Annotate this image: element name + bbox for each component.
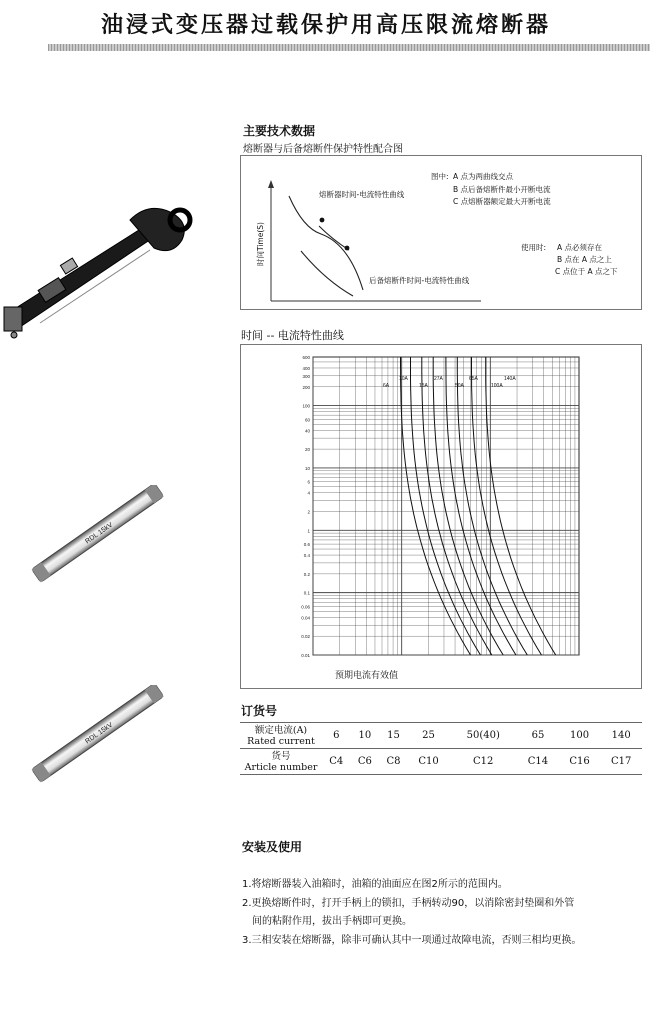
y-tick-label: 300 — [302, 373, 310, 379]
legend-point-c: C 点熔断器额定最大开断电流 — [453, 197, 551, 206]
y-tick-label: 0.6 — [303, 542, 310, 548]
y-tick-label: 600 — [302, 355, 310, 360]
rated-row — [240, 723, 642, 749]
rated-cell: 140 — [600, 723, 642, 749]
y-tick-label: 40 — [304, 428, 310, 434]
y-tick-label: 2 — [307, 509, 310, 515]
rated-cell: 50(40) — [449, 723, 517, 749]
y-tick-label: 4 — [307, 490, 310, 496]
rated-cell: 100 — [559, 723, 601, 749]
usage-point-b: B 点在 A 点之上 — [557, 255, 612, 264]
y-tick-label: 10 — [304, 465, 310, 471]
y-tick-label: 1 — [307, 528, 310, 534]
article-label-en: Article number — [244, 761, 318, 773]
usage-point-a: A 点必须存在 — [557, 243, 603, 252]
curve-label-bottom: 100A — [491, 383, 503, 389]
point-marker — [345, 246, 350, 251]
article-cell: C12 — [449, 749, 517, 775]
article-cell: C17 — [600, 749, 642, 775]
page-title: 油浸式变压器过载保护用高压限流熔断器 — [100, 13, 551, 38]
tcc-heading: 时间 -- 电流特性曲线 — [241, 329, 344, 342]
article-cell: C16 — [559, 749, 601, 775]
y-tick-label: 0.2 — [303, 571, 310, 577]
rated-label-en: Rated current — [247, 735, 315, 747]
fuse-curve — [289, 196, 363, 290]
install-heading: 安装及使用 — [242, 840, 303, 854]
order-table — [240, 722, 642, 775]
y-tick-label: 0.1 — [303, 590, 310, 596]
y-tick-label: 0.01 — [301, 653, 310, 658]
backup-curve-label: 后备熔断件时间-电流特性曲线 — [369, 276, 470, 285]
rated-cell: 65 — [517, 723, 559, 749]
fuse-marking-2: RDL 15kV — [84, 721, 115, 746]
tcc-curve-10A — [411, 357, 481, 655]
article-cell: C4 — [322, 749, 351, 775]
legend-point-a: A 点为两曲线交点 — [453, 172, 514, 181]
curve-label-top: 10A — [399, 376, 408, 382]
fuse-marking-1: RDL 15kV — [84, 521, 115, 546]
y-tick-label: 20 — [304, 447, 310, 453]
fuse-curve-label: 熔断器时间-电流特性曲线 — [319, 190, 405, 199]
y-axis-label: 时间Time(S) — [256, 222, 265, 266]
usage-point-c: C 点位于 A 点之下 — [555, 267, 618, 276]
article-cell: C6 — [351, 749, 380, 775]
rated-label-cn: 额定电流(A) — [254, 724, 308, 736]
tcc-chart-frame — [240, 344, 642, 689]
curve-label-top: 27A — [434, 376, 443, 382]
title-divider — [48, 44, 650, 51]
curve-label-bottom: 6A — [383, 383, 390, 389]
y-tick-label: 0.4 — [303, 553, 310, 559]
y-tick-label: 100 — [302, 403, 310, 409]
spec-subheading: 熔断器与后备熔断件保护特性配合图 — [243, 144, 403, 155]
y-tick-label: 6 — [307, 479, 310, 485]
order-heading: 订货号 — [241, 704, 278, 718]
y-tick-label: 0.06 — [301, 604, 310, 610]
fuse-holder-image — [0, 195, 210, 345]
fuse-tube-image-1 — [28, 485, 168, 585]
spec-heading: 主要技术数据 — [243, 124, 316, 138]
article-cell: C14 — [517, 749, 559, 775]
rated-cell: 25 — [408, 723, 450, 749]
article-cell: C10 — [408, 749, 450, 775]
legend-title: 图中: — [431, 172, 449, 181]
curve-label-bottom: 15A — [419, 383, 428, 389]
point-marker — [320, 218, 325, 223]
install-step-3: 3.三相安装在熔断器，除非可确认其中一项通过故障电流，否则三相均更换。 — [242, 935, 582, 946]
legend-point-b: B 点后备熔断件最小开断电流 — [453, 185, 551, 194]
curve-label-bottom: 50A — [455, 383, 464, 389]
rated-cell: 15 — [379, 723, 408, 749]
backup-curve — [301, 251, 353, 296]
article-label-cn: 货号 — [271, 750, 291, 762]
curve-label-top: 140A — [504, 376, 516, 382]
article-row — [240, 749, 642, 775]
tcc-chart — [241, 345, 641, 688]
tcc-curve-140A — [486, 357, 556, 655]
y-tick-label: 400 — [302, 365, 310, 371]
y-tick-label: 200 — [302, 384, 310, 390]
install-step-1: 1.将熔断器装入油箱时，油箱的油面应在图2所示的范围内。 — [242, 879, 508, 890]
y-tick-label: 60 — [304, 417, 310, 423]
install-step-2: 2.更换熔断件时，打开手柄上的锁扣，手柄转动90，以消除密封垫圈和外管 — [242, 898, 575, 909]
y-tick-label: 0.02 — [301, 634, 310, 640]
usage-title: 使用时: — [521, 243, 547, 252]
fuse-tube-image-2 — [28, 685, 168, 785]
tcc-xlabel: 预期电流有效值 — [335, 671, 399, 681]
install-step-2-cont: 间的粘附作用，拔出手柄即可更换。 — [252, 916, 412, 927]
rated-cell: 6 — [322, 723, 351, 749]
article-cell: C8 — [379, 749, 408, 775]
article-header — [240, 749, 322, 775]
rated-cell: 10 — [351, 723, 380, 749]
curve-label-top: 65A — [469, 376, 478, 382]
rated-header — [240, 723, 322, 749]
coordination-diagram — [240, 155, 642, 310]
y-tick-label: 0.04 — [301, 615, 310, 621]
